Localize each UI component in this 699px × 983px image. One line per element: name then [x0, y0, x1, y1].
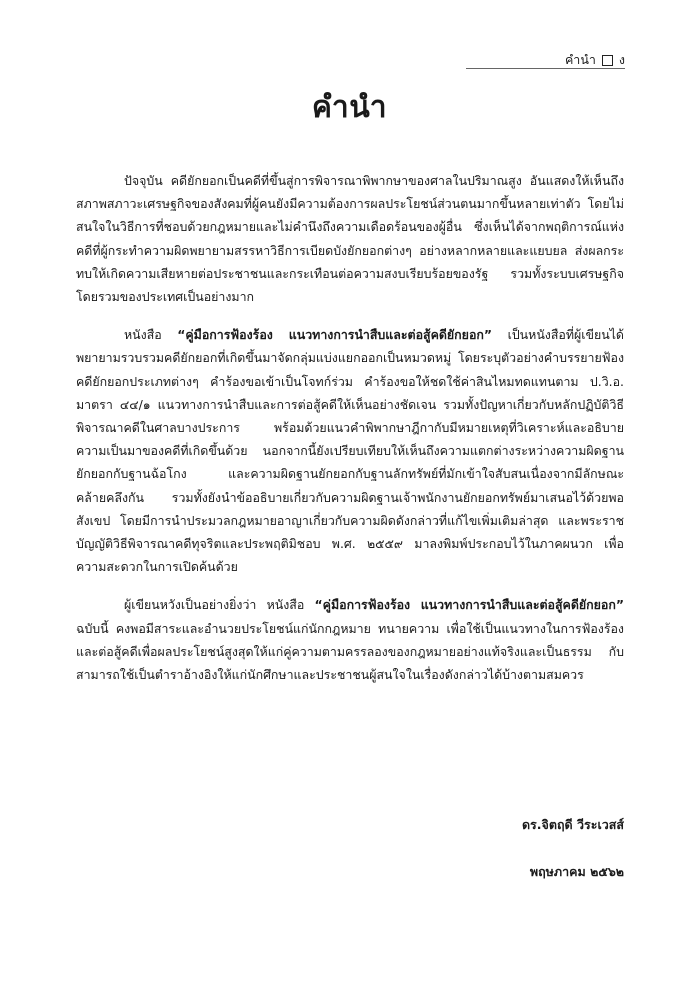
body-text — [76, 169, 624, 701]
book-title: “คู่มือการฟ้องร้อง แนวทางการนำสืบและต่อสู้คดียักยอก” — [314, 597, 624, 613]
paragraph-prefix: หนังสือ — [124, 327, 162, 343]
page-title: คำนำ — [311, 90, 388, 125]
paragraph-prefix: ผู้เขียนหวังเป็นอย่างยิ่งว่า หนังสือ — [124, 597, 305, 613]
paragraph-text: ฉบับนี้ คงพอมีสาระและอำนวยประโยชน์แก่นักกฎหมาย ทนายความ เพื่อใช้เป็นแนวทางในการฟ้องร้องและต่อสู้คดีเพื่อผลประโยชน์สูงสุดให้แก่คู่ความตามครรลองของกฎหมายอย่างแท้จริงและเป็นธรรม กับสามารถใช้เป็นตำราอ้างอิงให้แก่นักศึกษาและประชาชนผู้สนใจในเรื่องดังกล่าวได้บ้างตามสมควร — [76, 620, 624, 683]
square-bullet-icon — [602, 55, 613, 66]
signature-date: พฤษภาคม ๒๕๖๒ — [529, 864, 624, 879]
paragraph-text: ปัจจุบัน คดียักยอกเป็นคดีที่ขึ้นสู่การพิจารณาพิพากษาของศาลในปริมาณสูง อันแสดงให้เห็นถึงสภาพสภาวะเศรษฐกิจของสังคมที่ผู้คนยังมีความต้องการผลประโยชน์ส่วนตนมากขึ้นหลายเท่าตัว โดยไม่สนใจในวิธีการที่ชอบด้วยกฎหมายและไม่คำนึงถึงความเดือดร้อนของผู้อื่น ซึ่งเห็นได้จากพฤติการณ์แห่งคดีที่ผู้กระทำความผิดพยายามสรรหาวิธีการเบียดบังยักยอกต่างๆ อย่างหลากหลายและแยบยล ส่งผลกระทบให้เกิดความเสียหายต่อประชาชนและกระเทือนต่อความสงบเรียบร้อยของรัฐ รวมทั้งระบบเศรษฐกิจโดยรวมของประเทศเป็นอย่างมาก — [76, 173, 624, 305]
running-header-label: คำนำ — [564, 52, 596, 67]
author-name: ดร.จิตฤดี วีระเวสส์ — [521, 817, 624, 832]
running-header — [565, 50, 625, 70]
paragraph-book-description — [76, 323, 624, 578]
paragraph-author-hope — [76, 593, 624, 686]
page-number: ง — [618, 52, 625, 67]
paragraph-intro — [76, 169, 624, 308]
header-rule — [466, 68, 625, 69]
signature-block — [522, 801, 624, 895]
book-title: “คู่มือการฟ้องร้อง แนวทางการนำสืบและต่อสู้คดียักยอก” — [177, 327, 493, 343]
paragraph-text: เป็นหนังสือที่ผู้เขียนได้พยายามรวบรวมคดียักยอกที่เกิดขึ้นมาจัดกลุ่มแบ่งแยกออกเป็นหมวดหมู่ โดยระบุตัวอย่างคำบรรยายฟ้องคดียักยอกประเภทต่างๆ คำร้องขอเข้าเป็นโจทก์ร่วม คำร้องขอให้ชดใช้ค่าสินไหมทดแทนตาม ป.วิ.อ. มาตรา ๔๔/๑ แนวทางการนำสืบและการต่อสู้คดีให้เห็นอย่างชัดเจน รวมทั้งปัญหาเกี่ยวกับหลักปฏิบัติวิธีพิจารณาคดีในศาลบางประการ พร้อมด้วยแนวคำพิพากษาฎีกากับมีหมายเหตุที่วิเคราะห์และอธิบายความเป็นมาของคดีที่เกิดขึ้นด้วย นอกจากนี้ยังเปรียบเทียบให้เห็นถึงความแตกต่างระหว่างความผิดฐานยักยอกกับฐานฉ้อโกง และความผิดฐานยักยอกกับฐานลักทรัพย์ที่มักเข้าใจสับสนเนื่องจากมีลักษณะคล้ายคลึงกัน รวมทั้งยังนำข้ออธิบายเกี่ยวกับความผิดฐานเจ้าพนักงานยักยอกทรัพย์มาเสนอไว้ด้วยพอสังเขป โดยมีการนำประมวลกฎหมายอาญาเกี่ยวกับความผิดดังกล่าวที่แก้ไขเพิ่มเติมล่าสุด และพระราชบัญญัติวิธีพิจารณาคดีทุจริตและประพฤติมิชอบ พ.ศ. ๒๕๕๙ มาลงพิมพ์ประกอบไว้ในภาคผนวก เพื่อความสะดวกในการเปิดค้นด้วย — [76, 327, 624, 575]
